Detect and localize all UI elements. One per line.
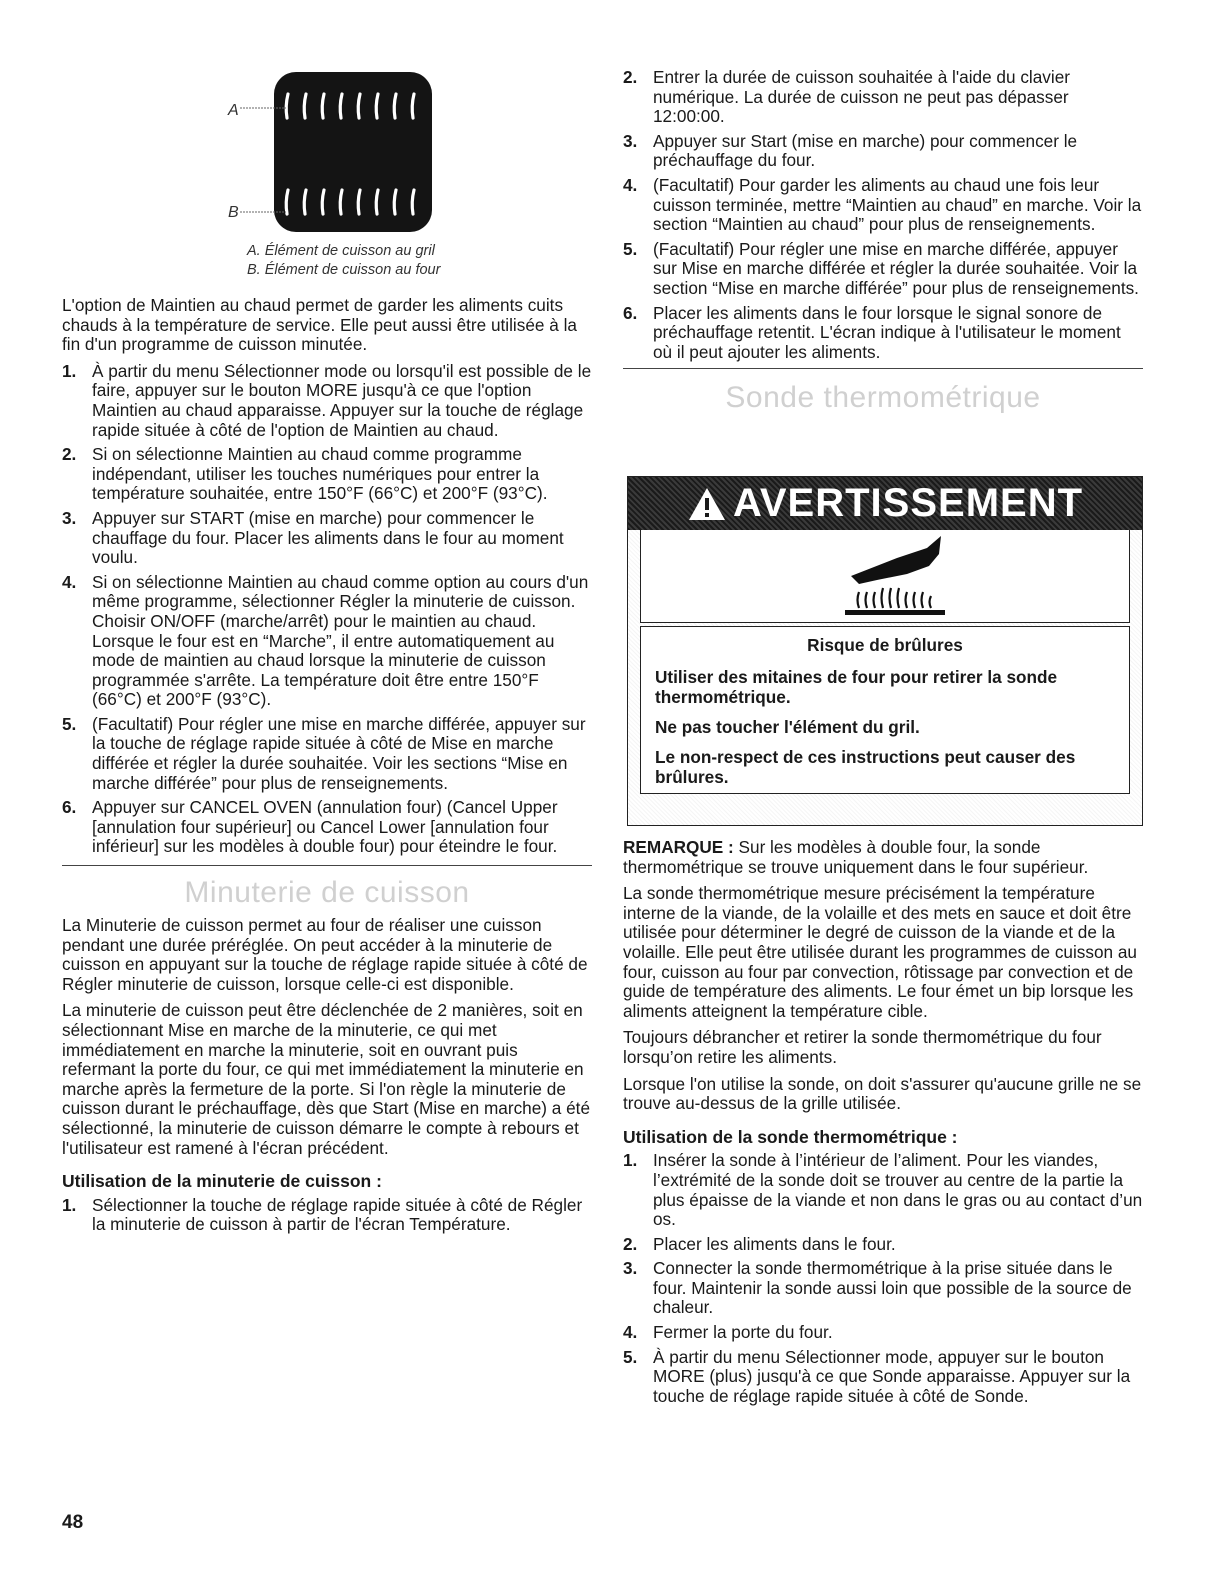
- list-item: [62, 715, 592, 793]
- step-text: Sélectionner la touche de réglage rapide située à côté de Régler la minuterie de cuisson à partir de l'écran Température.: [92, 1194, 583, 1235]
- probe-steps: [623, 1151, 1143, 1406]
- section-title-cook-timer: Minuterie de cuisson: [184, 876, 470, 910]
- step-text: Si on sélectionne Maintien au chaud comme option au cours d'un même programme, sélectionner Régler la minuterie de cuisson. Choisir ON/OFF (marche/arrêt) pour le maintien au chaud. Lorsque le four est en “Marche”, il entre automatiquement au mode de maintien au chaud lorsque la minuterie de cuisson programmée s'arrête. La température doit être entre 150°F (66°C) et 200°F (93°C).: [92, 571, 589, 710]
- step-number: 2.: [62, 444, 77, 465]
- step-text: Connecter la sonde thermométrique à la prise située dans le four. Maintenir la sonde aussi loin que possible de la source de chaleur.: [653, 1258, 1132, 1318]
- note-label: REMARQUE :: [623, 837, 734, 857]
- cook-timer-steps: [62, 1196, 592, 1235]
- cook-timer-steps-continued: [623, 68, 1143, 362]
- list-item: [623, 1348, 1143, 1407]
- step-number: 1.: [623, 1150, 638, 1171]
- list-item: [623, 1259, 1143, 1318]
- list-item: [623, 1235, 1143, 1255]
- warning-banner: [628, 477, 1142, 530]
- step-text: (Facultatif) Pour régler une mise en marche différée, appuyer sur la touche de réglage rapide située à côté de Mise en marche différée et régler la durée souhaitée. Voir les sections “Mise en marche différée” pour plus de renseignements.: [92, 713, 586, 793]
- step-number: 2.: [623, 67, 638, 87]
- page-number: 48: [62, 1512, 84, 1533]
- caption-a: A. Élément de cuisson au gril: [247, 243, 435, 259]
- step-text: Appuyer sur Start (mise en marche) pour commencer le préchauffage du four.: [653, 130, 1078, 171]
- label-b: B: [228, 204, 239, 221]
- left-column: [62, 296, 592, 1241]
- step-text: (Facultatif) Pour régler une mise en marche différée, appuyer sur Mise en marche différée et régler la durée souhaitée. Voir la section “Mise en marche différée” pour plus de renseignements.: [653, 238, 1139, 298]
- list-item: [623, 1323, 1143, 1343]
- step-text: (Facultatif) Pour garder les aliments au chaud une fois leur cuisson terminée, mettre “Maintien au chaud” en marche. Voir la section “Maintien au chaud” pour plus de renseignements.: [653, 174, 1142, 235]
- list-item: [623, 304, 1143, 363]
- step-number: 1.: [62, 360, 77, 381]
- warning-text-area: [640, 626, 1130, 794]
- cook-timer-subhead: Utilisation de la minuterie de cuisson :: [62, 1171, 382, 1192]
- step-text: Fermer la porte du four.: [653, 1322, 833, 1343]
- warning-banner-text: AVERTISSEMENT: [732, 481, 1084, 525]
- note-text: Sur les modèles à double four, la sonde thermométrique se trouve uniquement dans le four supérieur.: [623, 837, 1089, 877]
- warning-triangle-icon: [687, 486, 727, 522]
- step-text: Placer les aliments dans le four lorsque le signal sonore de préchauffage retentit. L'écran indique à l'utilisateur le moment où il peut ajouter les aliments.: [653, 302, 1121, 362]
- list-item: [62, 362, 592, 440]
- list-item: [62, 509, 592, 568]
- warning-line-1: Utiliser des mitaines de four pour retirer la sonde thermométrique.: [655, 667, 1058, 707]
- keep-warm-intro: L'option de Maintien au chaud permet de garder les aliments cuits chauds à la température de service. Elle peut aussi être utilisée à la fin d'un programme de cuisson minutée.: [62, 295, 577, 355]
- step-number: 4.: [62, 571, 77, 592]
- step-number: 2.: [623, 1233, 638, 1254]
- oven-elements-figure: [222, 72, 442, 242]
- step-text: Entrer la durée de cuisson souhaitée à l'aide du clavier numérique. La durée de cuisson ne peut pas dépasser 12:00:00.: [653, 67, 1070, 127]
- step-number: 1.: [62, 1194, 77, 1215]
- warning-title: Risque de brûlures: [807, 635, 963, 655]
- list-item: [62, 573, 592, 710]
- step-number: 3.: [623, 130, 638, 151]
- step-number: 5.: [623, 238, 638, 259]
- step-text: Appuyer sur CANCEL OVEN (annulation four) (Cancel Upper [annulation four supérieur] ou Cancel Lower [annulation four inférieur] sur les modèles à double four) pour éteindre le four.: [92, 797, 558, 857]
- list-item: [623, 240, 1143, 299]
- list-item: [623, 1151, 1143, 1229]
- step-number: 6.: [623, 302, 638, 323]
- section-divider: [623, 368, 1143, 369]
- list-item: [62, 445, 592, 504]
- step-number: 4.: [623, 1322, 638, 1343]
- probe-subhead: Utilisation de la sonde thermométrique :: [623, 1126, 958, 1147]
- step-text: À partir du menu Sélectionner mode, appuyer sur le bouton MORE (plus) jusqu'à ce que Sonde apparaisse. Appuyer sur la touche de réglage rapide située à côté de Sonde.: [653, 1346, 1131, 1406]
- right-column-bottom: [623, 838, 1143, 1412]
- label-a: A: [228, 102, 239, 119]
- figure-caption: [247, 242, 507, 280]
- probe-para-1: La sonde thermométrique mesure précisément la température interne de la viande, de la volaille et des mets en sauce et doit être utilisée pour déterminer le degré de cuisson de la viande et de la volaille. Elle peut être utilisée durant les programmes de cuisson au four, cuisson au four par convection, rôtissage par convection et de guide de température des aliments. Le four émet un bip lorsque les aliments atteignent la température cible.: [623, 883, 1137, 1021]
- step-number: 3.: [62, 507, 77, 528]
- list-item: [62, 798, 592, 857]
- list-item: [623, 68, 1143, 127]
- step-number: 5.: [62, 713, 77, 734]
- list-item: [623, 176, 1143, 235]
- step-text: À partir du menu Sélectionner mode ou lorsqu'il est possible de le faire, appuyer sur le bouton MORE jusqu'à ce que l'option Maintien au chaud apparaisse. Appuyer sur la touche de réglage rapide située à côté de l'option de Maintien au chaud.: [92, 360, 592, 440]
- step-number: 6.: [62, 797, 77, 818]
- keep-warm-steps: [62, 362, 592, 857]
- step-text: Insérer la sonde à l’intérieur de l’aliment. Pour les viandes, l’extrémité de la sonde doit se trouver au centre de la partie la plus épaisse de la viande et non dans le gras ou au contact d’un os.: [653, 1150, 1143, 1230]
- step-number: 5.: [623, 1346, 638, 1367]
- section-title-probe: Sonde thermométrique: [725, 381, 1041, 415]
- step-text: Si on sélectionne Maintien au chaud comme programme indépendant, utiliser les touches numériques pour entrer la température souhaitée, entre 150°F (66°C) et 200°F (93°C).: [92, 444, 548, 504]
- caption-b: B. Élément de cuisson au four: [247, 262, 441, 278]
- warning-icon-area: [640, 530, 1130, 623]
- cook-timer-para-1: La Minuterie de cuisson permet au four de réaliser une cuisson pendant une durée préréglée. On peut accéder à la minuterie de cuisson en appuyant sur la touche de réglage rapide située à côté de Régler minuterie de cuisson, lorsque celle-ci est disponible.: [62, 915, 588, 994]
- right-column-top: [623, 68, 1143, 415]
- warning-box: [627, 476, 1143, 826]
- section-divider: [62, 865, 592, 866]
- warning-line-2: Ne pas toucher l'élément du gril.: [655, 717, 920, 737]
- step-text: Placer les aliments dans le four.: [653, 1233, 896, 1254]
- probe-note: [623, 838, 1143, 877]
- step-number: 4.: [623, 174, 638, 195]
- step-text: Appuyer sur START (mise en marche) pour commencer le chauffage du four. Placer les aliments dans le four au moment voulu.: [92, 507, 564, 568]
- cook-timer-para-2: La minuterie de cuisson peut être déclenchée de 2 manières, soit en sélectionnant Mise en marche de la minuterie, ce qui met immédiatement en marche la minuterie, soit en ouvrant puis refermant la porte du four, ce qui met immédiatement la minuterie en marche après la fermeture de la porte. Si l'on règle la minuterie de cuisson durant le préchauffage, dès que Start (Mise en marche) a été sélectionné, la minuterie de cuisson démarre le compte à rebours et l'utilisateur est ramené à l'écran précédent.: [62, 1000, 591, 1158]
- list-item: [623, 132, 1143, 171]
- list-item: [62, 1196, 592, 1235]
- warning-line-3: Le non-respect de ces instructions peut causer des brûlures.: [655, 747, 1076, 787]
- probe-para-3: Lorsque l'on utilise la sonde, on doit s'assurer qu'aucune grille ne se trouve au-dessus de la grille utilisée.: [623, 1073, 1142, 1114]
- oven-elements-diagram: [222, 72, 442, 242]
- probe-para-2: Toujours débrancher et retirer la sonde thermométrique du four lorsqu’on retire les aliments.: [623, 1027, 1102, 1067]
- hot-surface-hand-icon: [837, 534, 957, 618]
- step-number: 3.: [623, 1258, 638, 1279]
